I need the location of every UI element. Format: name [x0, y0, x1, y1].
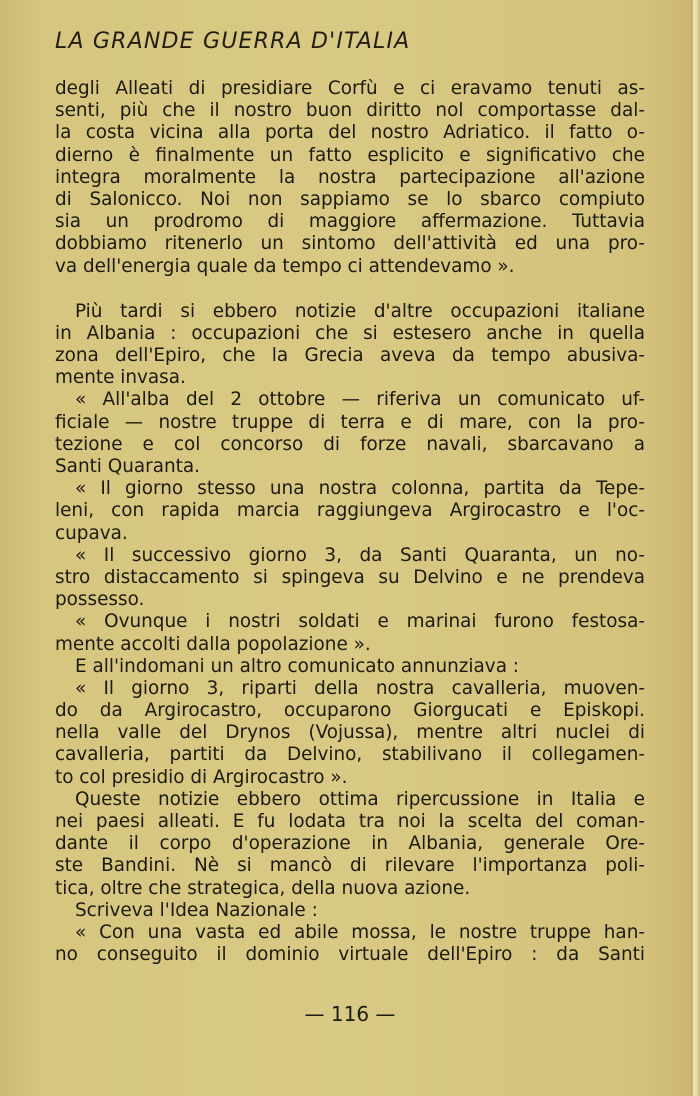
text-line: do da Argirocastro, occuparono Giorgucati e Episkopi. — [55, 700, 645, 722]
text-line: mente invasa. — [55, 367, 186, 389]
body-text — [55, 78, 645, 966]
text-line: ficiale — nostre truppe di terra e di mare, con la pro- — [55, 411, 645, 433]
text-line: Scriveva l'Idea Nazionale : — [75, 899, 318, 921]
text-line: la costa vicina alla porta del nostro Adriatico. il fatto o- — [55, 122, 645, 144]
running-head: LA GRANDE GUERRA D'ITALIA — [55, 29, 411, 54]
text-line: Più tardi si ebbero notizie d'altre occupazioni italiane — [75, 300, 645, 322]
paragraph-gap — [55, 278, 645, 301]
text-line: va dell'energia quale da tempo ci attendevamo ». — [55, 255, 515, 277]
text-line: cavalleria, partiti da Delvino, stabilivano il collegamen- — [55, 744, 645, 766]
text-line: « Il successivo giorno 3, da Santi Quaranta, un no- — [75, 544, 645, 566]
text-line: nella valle del Drynos (Vojussa), mentre altri nuclei di — [55, 722, 645, 744]
text-line: degli Alleati di presidiare Corfù e ci eravamo tenuti as- — [55, 78, 645, 99]
text-line: « Il giorno stesso una nostra colonna, partita da Tepe- — [75, 478, 645, 500]
text-line: ste Bandini. Nè si mancò di rilevare l'importanza poli- — [55, 855, 645, 877]
text-line: di Salonicco. Noi non sappiamo se lo sbarco compiuto — [55, 188, 645, 210]
text-line: « Il giorno 3, riparti della nostra cavalleria, muoven- — [75, 677, 645, 699]
text-line: cupava. — [55, 522, 128, 544]
text-line: mente accolti dalla popolazione ». — [55, 633, 371, 655]
text-line: leni, con rapida marcia raggiungeva Argirocastro e l'oc- — [55, 500, 645, 522]
text-line: « All'alba del 2 ottobre — riferiva un comunicato uf- — [75, 389, 645, 411]
page-edge — [691, 0, 700, 1096]
text-line: « Con una vasta ed abile mossa, le nostre truppe han- — [75, 921, 645, 943]
page-number: — 116 — — [304, 1002, 396, 1026]
text-line: integra moralmente la nostra partecipazione all'azione — [55, 166, 645, 188]
text-line: zona dell'Epiro, che la Grecia aveva da tempo abusiva- — [55, 345, 645, 367]
text-line: Queste notizie ebbero ottima ripercussione in Italia e — [75, 788, 645, 810]
text-line: possesso. — [55, 589, 145, 611]
text-line: senti, più che il nostro buon diritto nol comportasse dal- — [55, 100, 645, 122]
text-line: « Ovunque i nostri soldati e marinai furono festosa- — [75, 611, 645, 633]
text-line: no conseguito il dominio virtuale dell'Epiro : da Santi — [55, 944, 645, 966]
text-line: in Albania : occupazioni che si estesero anche in quella — [55, 322, 645, 344]
text-line: tica, oltre che strategica, della nuova azione. — [55, 877, 471, 899]
text-line: stro distaccamento si spingeva su Delvino e ne prendeva — [55, 566, 645, 588]
text-line: E all'indomani un altro comunicato annunziava : — [75, 655, 520, 677]
text-line: Santi Quaranta. — [55, 456, 200, 477]
text-line: sia un prodromo di maggiore affermazione. Tuttavia — [55, 211, 645, 233]
text-line: to col presidio di Argirocastro ». — [55, 766, 348, 788]
text-line: dierno è finalmente un fatto esplicito e significativo che — [55, 144, 645, 166]
text-line: dobbiamo ritenerlo un sintomo dell'attività ed una pro- — [55, 233, 645, 255]
text-line: nei paesi alleati. E fu lodata tra noi la scelta del coman- — [55, 811, 645, 832]
text-line: tezione e col concorso di forze navali, sbarcavano a — [55, 433, 645, 455]
text-line: dante il corpo d'operazione in Albania, generale Ore- — [55, 833, 645, 855]
